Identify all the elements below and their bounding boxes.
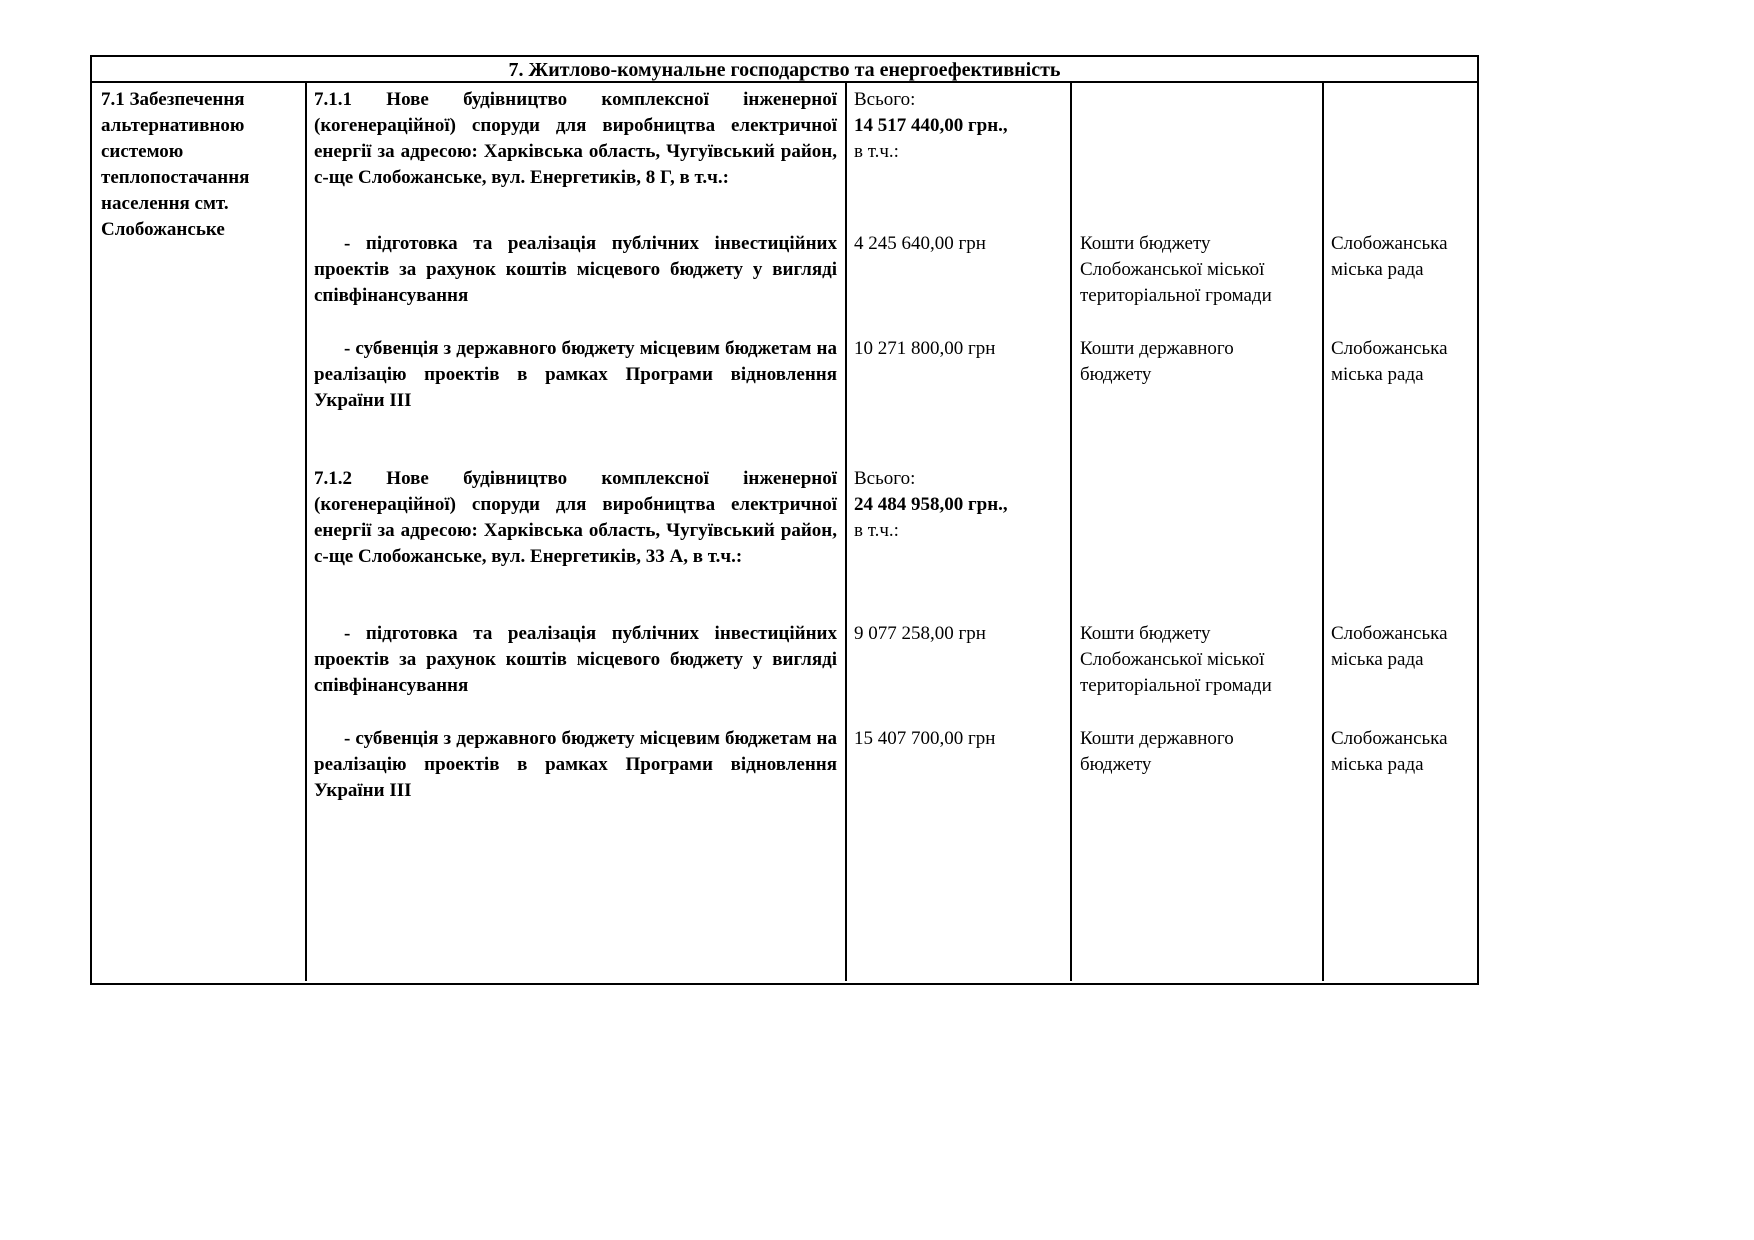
total-suffix: в т.ч.:: [854, 141, 899, 162]
table-body: [92, 83, 1477, 981]
item-7-1-2-description: 7.1.2 Нове будівництво комплексної інженерної (когенераційної) споруди для виробництва електричної енергії за адресою: Харківська область, Чугуївський район, с-ще Слобожанське, вул. Енергетиків, 33 А, в т.ч.:: [314, 468, 837, 567]
subitem-description: - підготовка та реалізація публічних інвестиційних проектів за рахунок коштів місцевого бюджету у вигляді співфінансування: [314, 623, 837, 696]
column-divider: [305, 83, 307, 981]
responsible-body: Слобожанська міська рада: [1331, 233, 1448, 280]
total-suffix: в т.ч.:: [854, 520, 899, 541]
item-7-1-1-description: 7.1.1 Нове будівництво комплексної інженерної (когенераційної) споруди для виробництва електричної енергії за адресою: Харківська область, Чугуївський район, с-ще Слобожанське, вул. Енергетиків, 8 Г, в т.ч.:: [314, 89, 837, 188]
subitem-amount: 10 271 800,00 грн: [854, 338, 996, 359]
total-label: Всього:: [854, 468, 916, 489]
funding-source: Кошти державного бюджету: [1080, 338, 1234, 385]
column-divider: [1070, 83, 1072, 981]
total-label: Всього:: [854, 89, 916, 110]
responsible-body: Слобожанська міська рада: [1331, 338, 1448, 385]
item-7-1-1-total-cell: [854, 87, 1059, 165]
funding-source: Кошти державного бюджету: [1080, 728, 1234, 775]
total-value: 14 517 440,00 грн.,: [854, 115, 1008, 136]
budget-table: [90, 55, 1479, 985]
total-value: 24 484 958,00 грн.,: [854, 494, 1008, 515]
column-divider: [1322, 83, 1324, 981]
subitem-description: - субвенція з державного бюджету місцевим бюджетам на реалізацію проектів в рамках Програми відновлення України ІІІ: [314, 728, 837, 801]
item-7-1-2-total-cell: [854, 466, 1059, 544]
funding-source: Кошти бюджету Слобожанської міської територіальної громади: [1080, 623, 1272, 696]
goal-cell: 7.1 Забезпечення альтернативною системою теплопостачання населення смт. Слобожанське: [101, 89, 250, 240]
subitem-description: - підготовка та реалізація публічних інвестиційних проектів за рахунок коштів місцевого бюджету у вигляді співфінансування: [314, 233, 837, 306]
section-header-row: [92, 57, 1477, 83]
subitem-amount: 9 077 258,00 грн: [854, 623, 986, 644]
funding-source: Кошти бюджету Слобожанської міської територіальної громади: [1080, 233, 1272, 306]
subitem-description: - субвенція з державного бюджету місцевим бюджетам на реалізацію проектів в рамках Програми відновлення України ІІІ: [314, 338, 837, 411]
responsible-body: Слобожанська міська рада: [1331, 623, 1448, 670]
column-divider: [845, 83, 847, 981]
subitem-amount: 4 245 640,00 грн: [854, 233, 986, 254]
section-title: 7. Житлово-комунальне господарство та енергоефективність: [508, 59, 1061, 81]
subitem-amount: 15 407 700,00 грн: [854, 728, 996, 749]
responsible-body: Слобожанська міська рада: [1331, 728, 1448, 775]
